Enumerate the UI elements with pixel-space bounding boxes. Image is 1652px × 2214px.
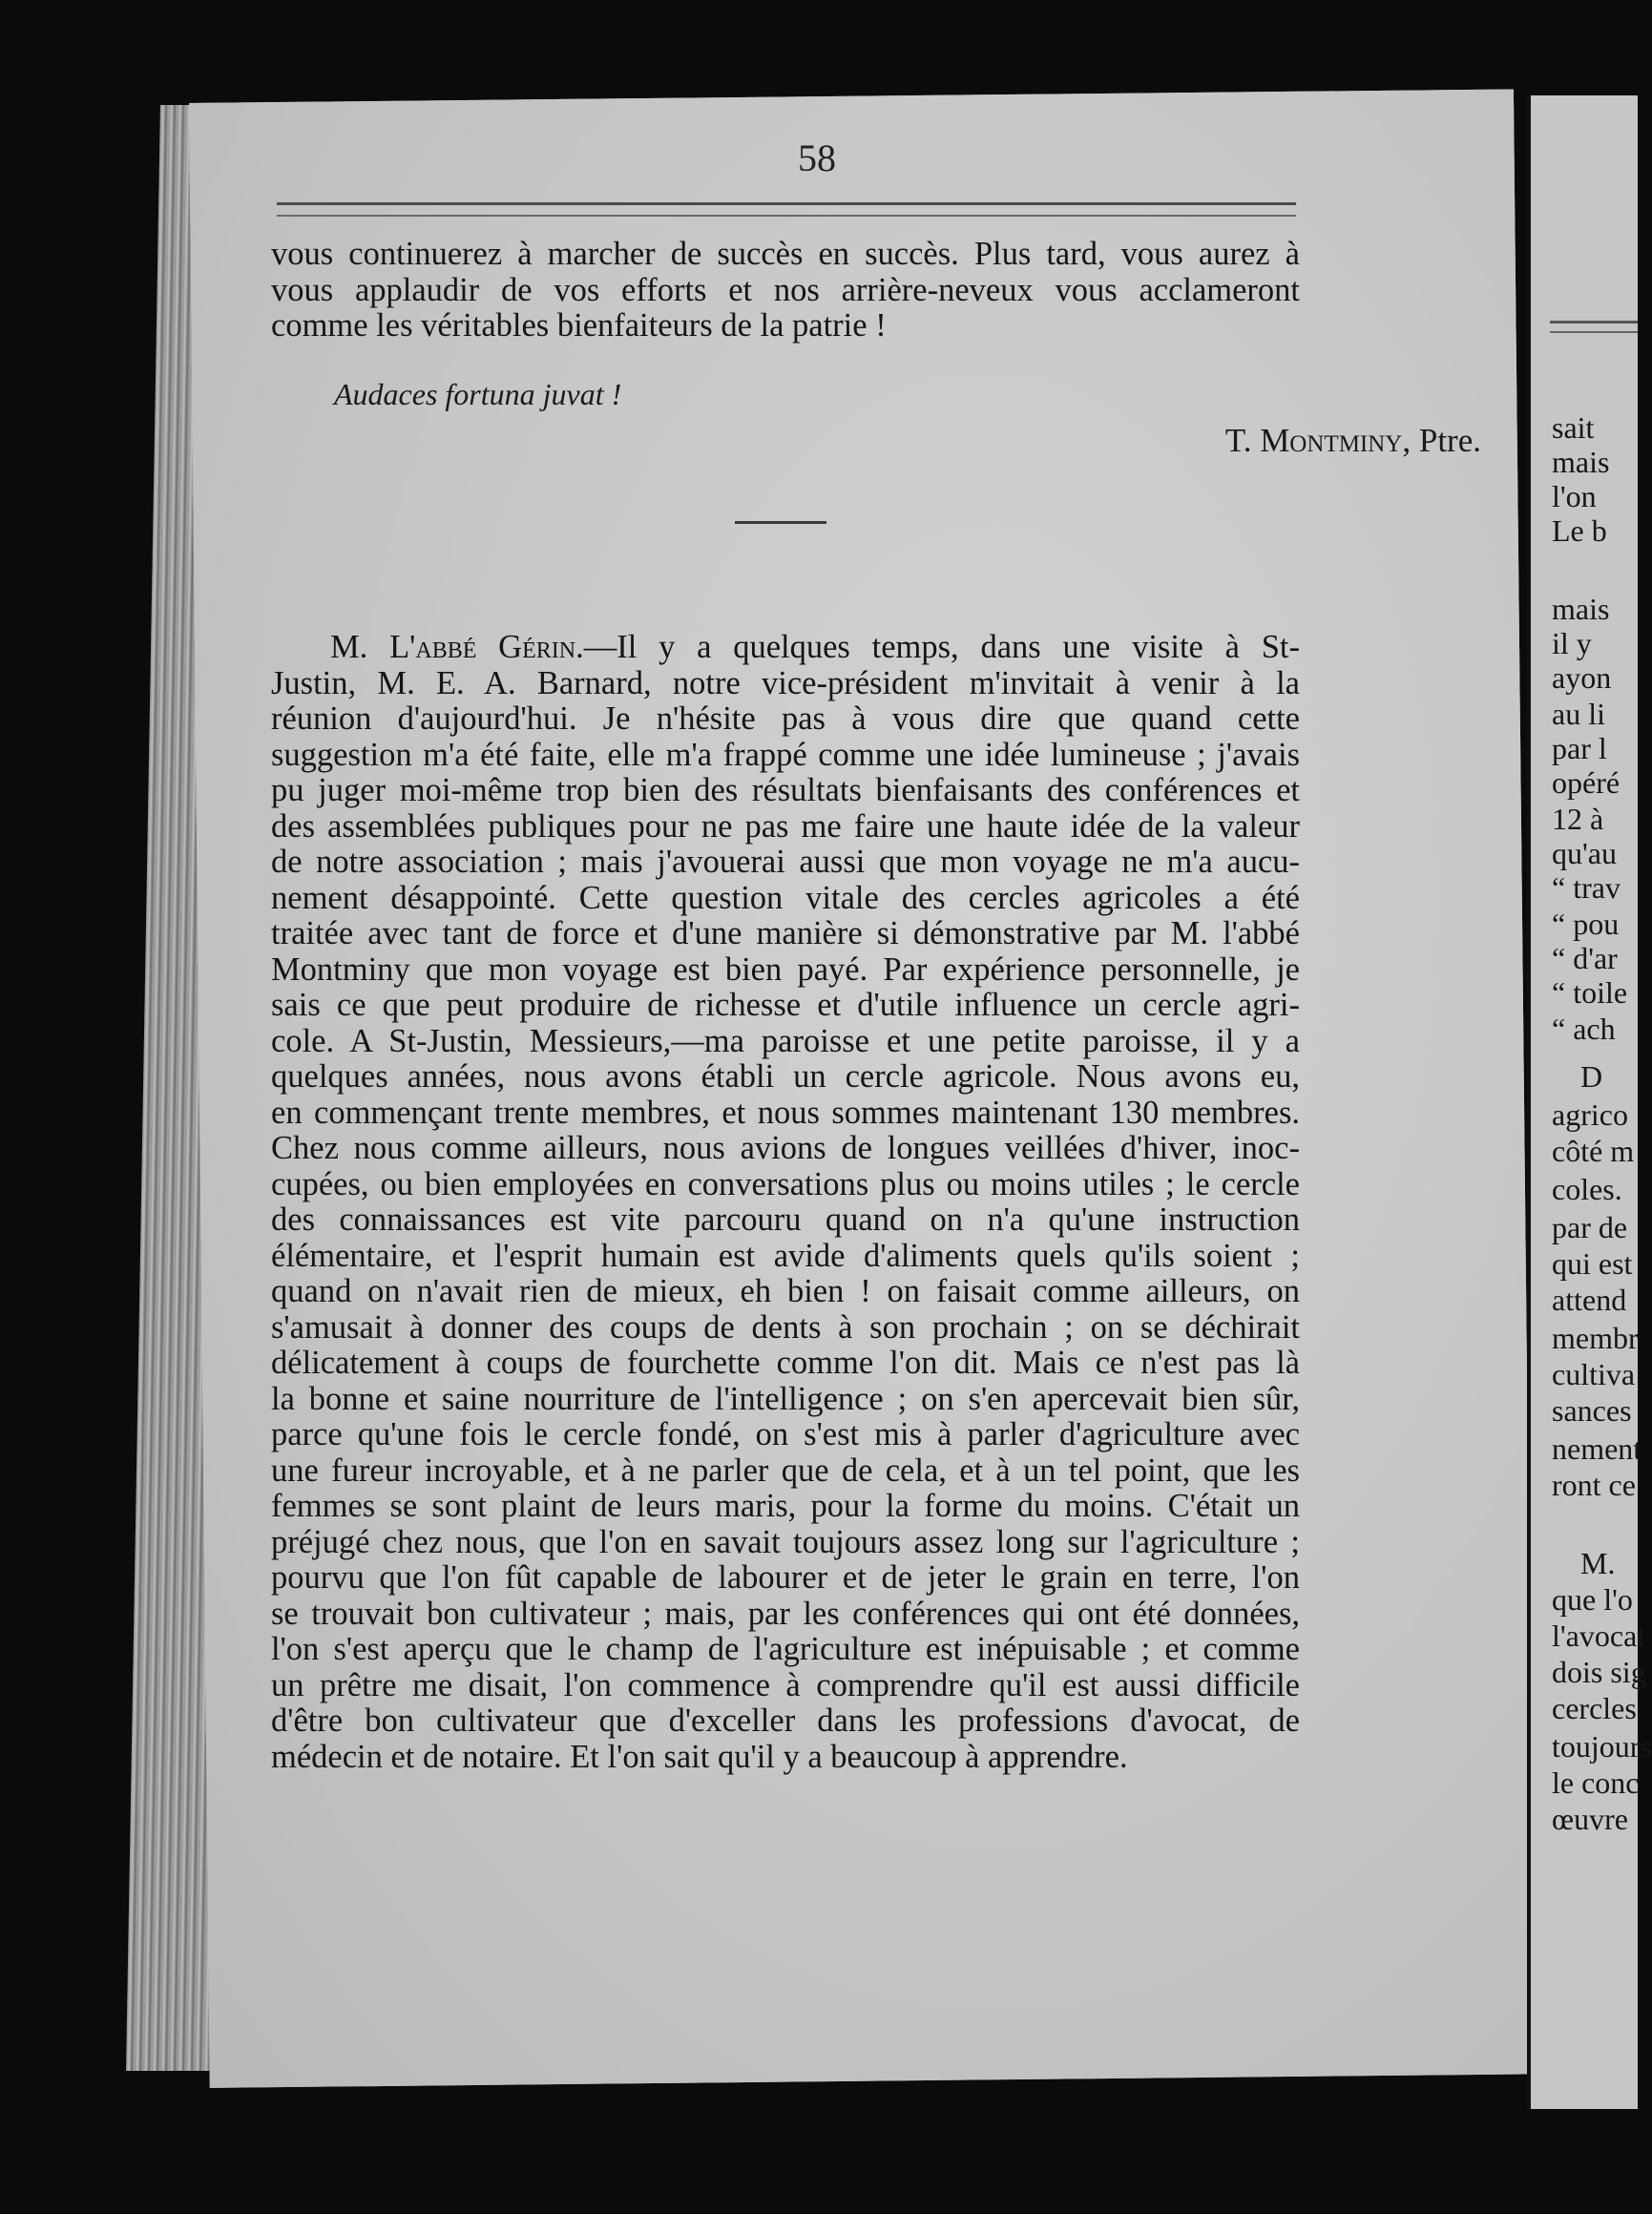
- adjacent-text-fragment: “ pou: [1552, 907, 1620, 941]
- text-line: suggestion m'a été faite, elle m'a frappé comme une idée lumineuse ; j'avais: [271, 736, 1300, 773]
- text-line: délicatement à coups de fourchette comme l'on dit. Mais ce n'est pas là: [271, 1345, 1300, 1381]
- header-rule: [277, 202, 1296, 217]
- adjacent-text-fragment: que l'o: [1552, 1582, 1633, 1617]
- adjacent-text-fragment: le conc: [1552, 1765, 1640, 1800]
- text-line: comme les véritables bienfaiteurs de la patrie !: [271, 307, 887, 344]
- text-line: pourvu que l'on fût capable de labourer et de jeter le grain en terre, l'on: [271, 1559, 1300, 1596]
- section-divider: [735, 521, 826, 524]
- text-line: Chez nous comme ailleurs, nous avions de longues veillées d'hiver, inoc-: [271, 1130, 1300, 1166]
- text-line: vous continuerez à marcher de succès en succès. Plus tard, vous aurez à: [271, 236, 1300, 272]
- text-line: quand on n'avait rien de mieux, eh bien ! on faisait comme ailleurs, on: [271, 1273, 1300, 1309]
- adjacent-text-fragment: l'on: [1552, 479, 1597, 513]
- text-line: élémentaire, et l'esprit humain est avide d'aliments quels qu'ils soient ;: [271, 1237, 1300, 1274]
- text-line: femmes se sont plaint de leurs maris, pour la forme du moins. C'était un: [271, 1488, 1300, 1524]
- text-line: traitée avec tant de force et d'une manière si démonstrative par M. l'abbé: [271, 915, 1300, 951]
- text-line: réunion d'aujourd'hui. Je n'hésite pas à vous dire que quand cette: [271, 700, 1300, 737]
- adjacent-text-fragment: nement: [1552, 1431, 1642, 1466]
- adjacent-text-fragment: membr: [1552, 1321, 1639, 1355]
- text-line: une fureur incroyable, et à ne parler que de cela, et à un tel point, que les: [271, 1452, 1300, 1489]
- text-line: parce qu'une fois le cercle fondé, on s'est mis à parler d'agriculture avec: [271, 1416, 1300, 1452]
- text-line: s'amusait à donner des coups de dents à son prochain ; on se déchirait: [271, 1308, 1300, 1346]
- text-line: quelques années, nous avons établi un cercle agricole. Nous avons eu,: [271, 1058, 1300, 1095]
- text-line: médecin et de notaire. Et l'on sait qu'il y a beaucoup à apprendre.: [271, 1738, 1128, 1775]
- adjacent-text-fragment: l'avocat: [1552, 1619, 1646, 1653]
- text-line: [271, 630, 1300, 666]
- adjacent-text-fragment: D: [1580, 1059, 1603, 1094]
- adjacent-text-fragment: opéré: [1552, 765, 1621, 800]
- adjacent-text-fragment: dois sig: [1552, 1655, 1646, 1689]
- adjacent-text-fragment: attend: [1552, 1283, 1627, 1317]
- adjacent-text-fragment: côté m: [1552, 1134, 1635, 1168]
- text-line: l'on s'est aperçu que le champ de l'agriculture est inépuisable ; et comme: [271, 1631, 1300, 1667]
- text-line: de notre association ; mais j'avouerai aussi que mon voyage ne m'a aucu-: [271, 844, 1300, 880]
- signature-name: T. Montminy: [1224, 422, 1403, 459]
- adjacent-text-fragment: “ trav: [1552, 870, 1621, 905]
- text-line: pu juger moi-même trop bien des résultats bienfaisants des conférences et: [271, 772, 1300, 808]
- text-line: cole. A St-Justin, Messieurs,—ma paroisse et une petite paroisse, il y a: [271, 1022, 1300, 1059]
- adjacent-text-fragment: il y: [1552, 626, 1592, 660]
- text-line: vous applaudir de vos efforts et nos arrière-neveux vous acclameront: [271, 271, 1300, 308]
- speaker-name: M. L'abbé Gérin.: [330, 629, 584, 665]
- adjacent-text-fragment: qui est: [1552, 1246, 1633, 1281]
- adjacent-text-fragment: mais: [1552, 592, 1610, 626]
- text-line: des connaissances est vite parcouru quand on n'a qu'une instruction: [271, 1201, 1300, 1238]
- speech-paragraph: [271, 630, 1300, 1775]
- adjacent-text-fragment: “ toile: [1552, 975, 1628, 1010]
- page-number: 58: [798, 136, 836, 179]
- signature: [1225, 422, 1481, 460]
- adjacent-text-fragment: toujours: [1552, 1729, 1652, 1764]
- adjacent-text-fragment: par l: [1552, 731, 1607, 765]
- signature-title: , Ptre.: [1402, 422, 1481, 459]
- text-line: Justin, M. E. A. Barnard, notre vice-président m'invitait à venir à la: [271, 664, 1300, 701]
- opening-paragraph: [271, 237, 1300, 345]
- adjacent-text-fragment: qu'au: [1552, 836, 1617, 870]
- text-line: la bonne et saine nourriture de l'intelligence ; on s'en apercevait bien sûr,: [271, 1380, 1300, 1417]
- adjacent-text-fragment: ayon: [1552, 660, 1612, 695]
- text-line: Montminy que mon voyage est bien payé. Par expérience personnelle, je: [271, 950, 1300, 988]
- text-line: des assemblées publiques pour ne pas me faire une haute idée de la valeur: [271, 807, 1300, 845]
- adjacent-text-fragment: ront ce: [1552, 1468, 1636, 1502]
- adjacent-header-rule: [1550, 321, 1638, 333]
- adjacent-text-fragment: par de: [1552, 1210, 1628, 1244]
- adjacent-text-fragment: au li: [1552, 697, 1605, 731]
- adjacent-text-fragment: “ ach: [1552, 1012, 1616, 1046]
- text-line: sais ce que peut produire de richesse et d'utile influence un cercle agri-: [271, 987, 1300, 1023]
- text-line-content: —Il y a quelques temps, dans une visite à St-: [583, 629, 1300, 665]
- adjacent-text-fragment: cultiva: [1552, 1357, 1636, 1391]
- adjacent-text-fragment: M.: [1580, 1546, 1616, 1580]
- adjacent-text-fragment: coles.: [1552, 1172, 1622, 1206]
- text-line: un prêtre me disait, l'on commence à comprendre qu'il est aussi difficile: [271, 1666, 1300, 1703]
- adjacent-text-fragment: agrico: [1552, 1097, 1628, 1132]
- text-line: d'être bon cultivateur que d'exceller dans les professions d'avocat, de: [271, 1702, 1300, 1739]
- adjacent-text-fragment: sait: [1552, 410, 1595, 445]
- text-line: en commençant trente membres, et nous sommes maintenant 130 membres.: [271, 1094, 1300, 1131]
- adjacent-text-fragment: 12 à: [1552, 802, 1604, 836]
- adjacent-text-fragment: sances: [1552, 1393, 1632, 1428]
- adjacent-text-fragment: cercles: [1552, 1691, 1637, 1725]
- adjacent-text-fragment: Le b: [1552, 513, 1607, 548]
- latin-motto: Audaces fortuna juvat !: [334, 377, 622, 411]
- adjacent-text-fragment: mais: [1552, 445, 1610, 479]
- adjacent-text-fragment: “ d'ar: [1552, 941, 1618, 975]
- text-line: nement désappointé. Cette question vitale des cercles agricoles a été: [271, 879, 1300, 916]
- text-line: se trouvait bon cultivateur ; mais, par les conférences qui ont été données,: [271, 1595, 1300, 1632]
- text-line: cupées, ou bien employées en conversations plus ou moins utiles ; le cercle: [271, 1165, 1300, 1202]
- text-line: préjugé chez nous, que l'on en savait toujours assez long sur l'agriculture ;: [271, 1523, 1300, 1560]
- adjacent-page: [1527, 95, 1652, 2109]
- adjacent-text-fragment: œuvre: [1552, 1802, 1628, 1836]
